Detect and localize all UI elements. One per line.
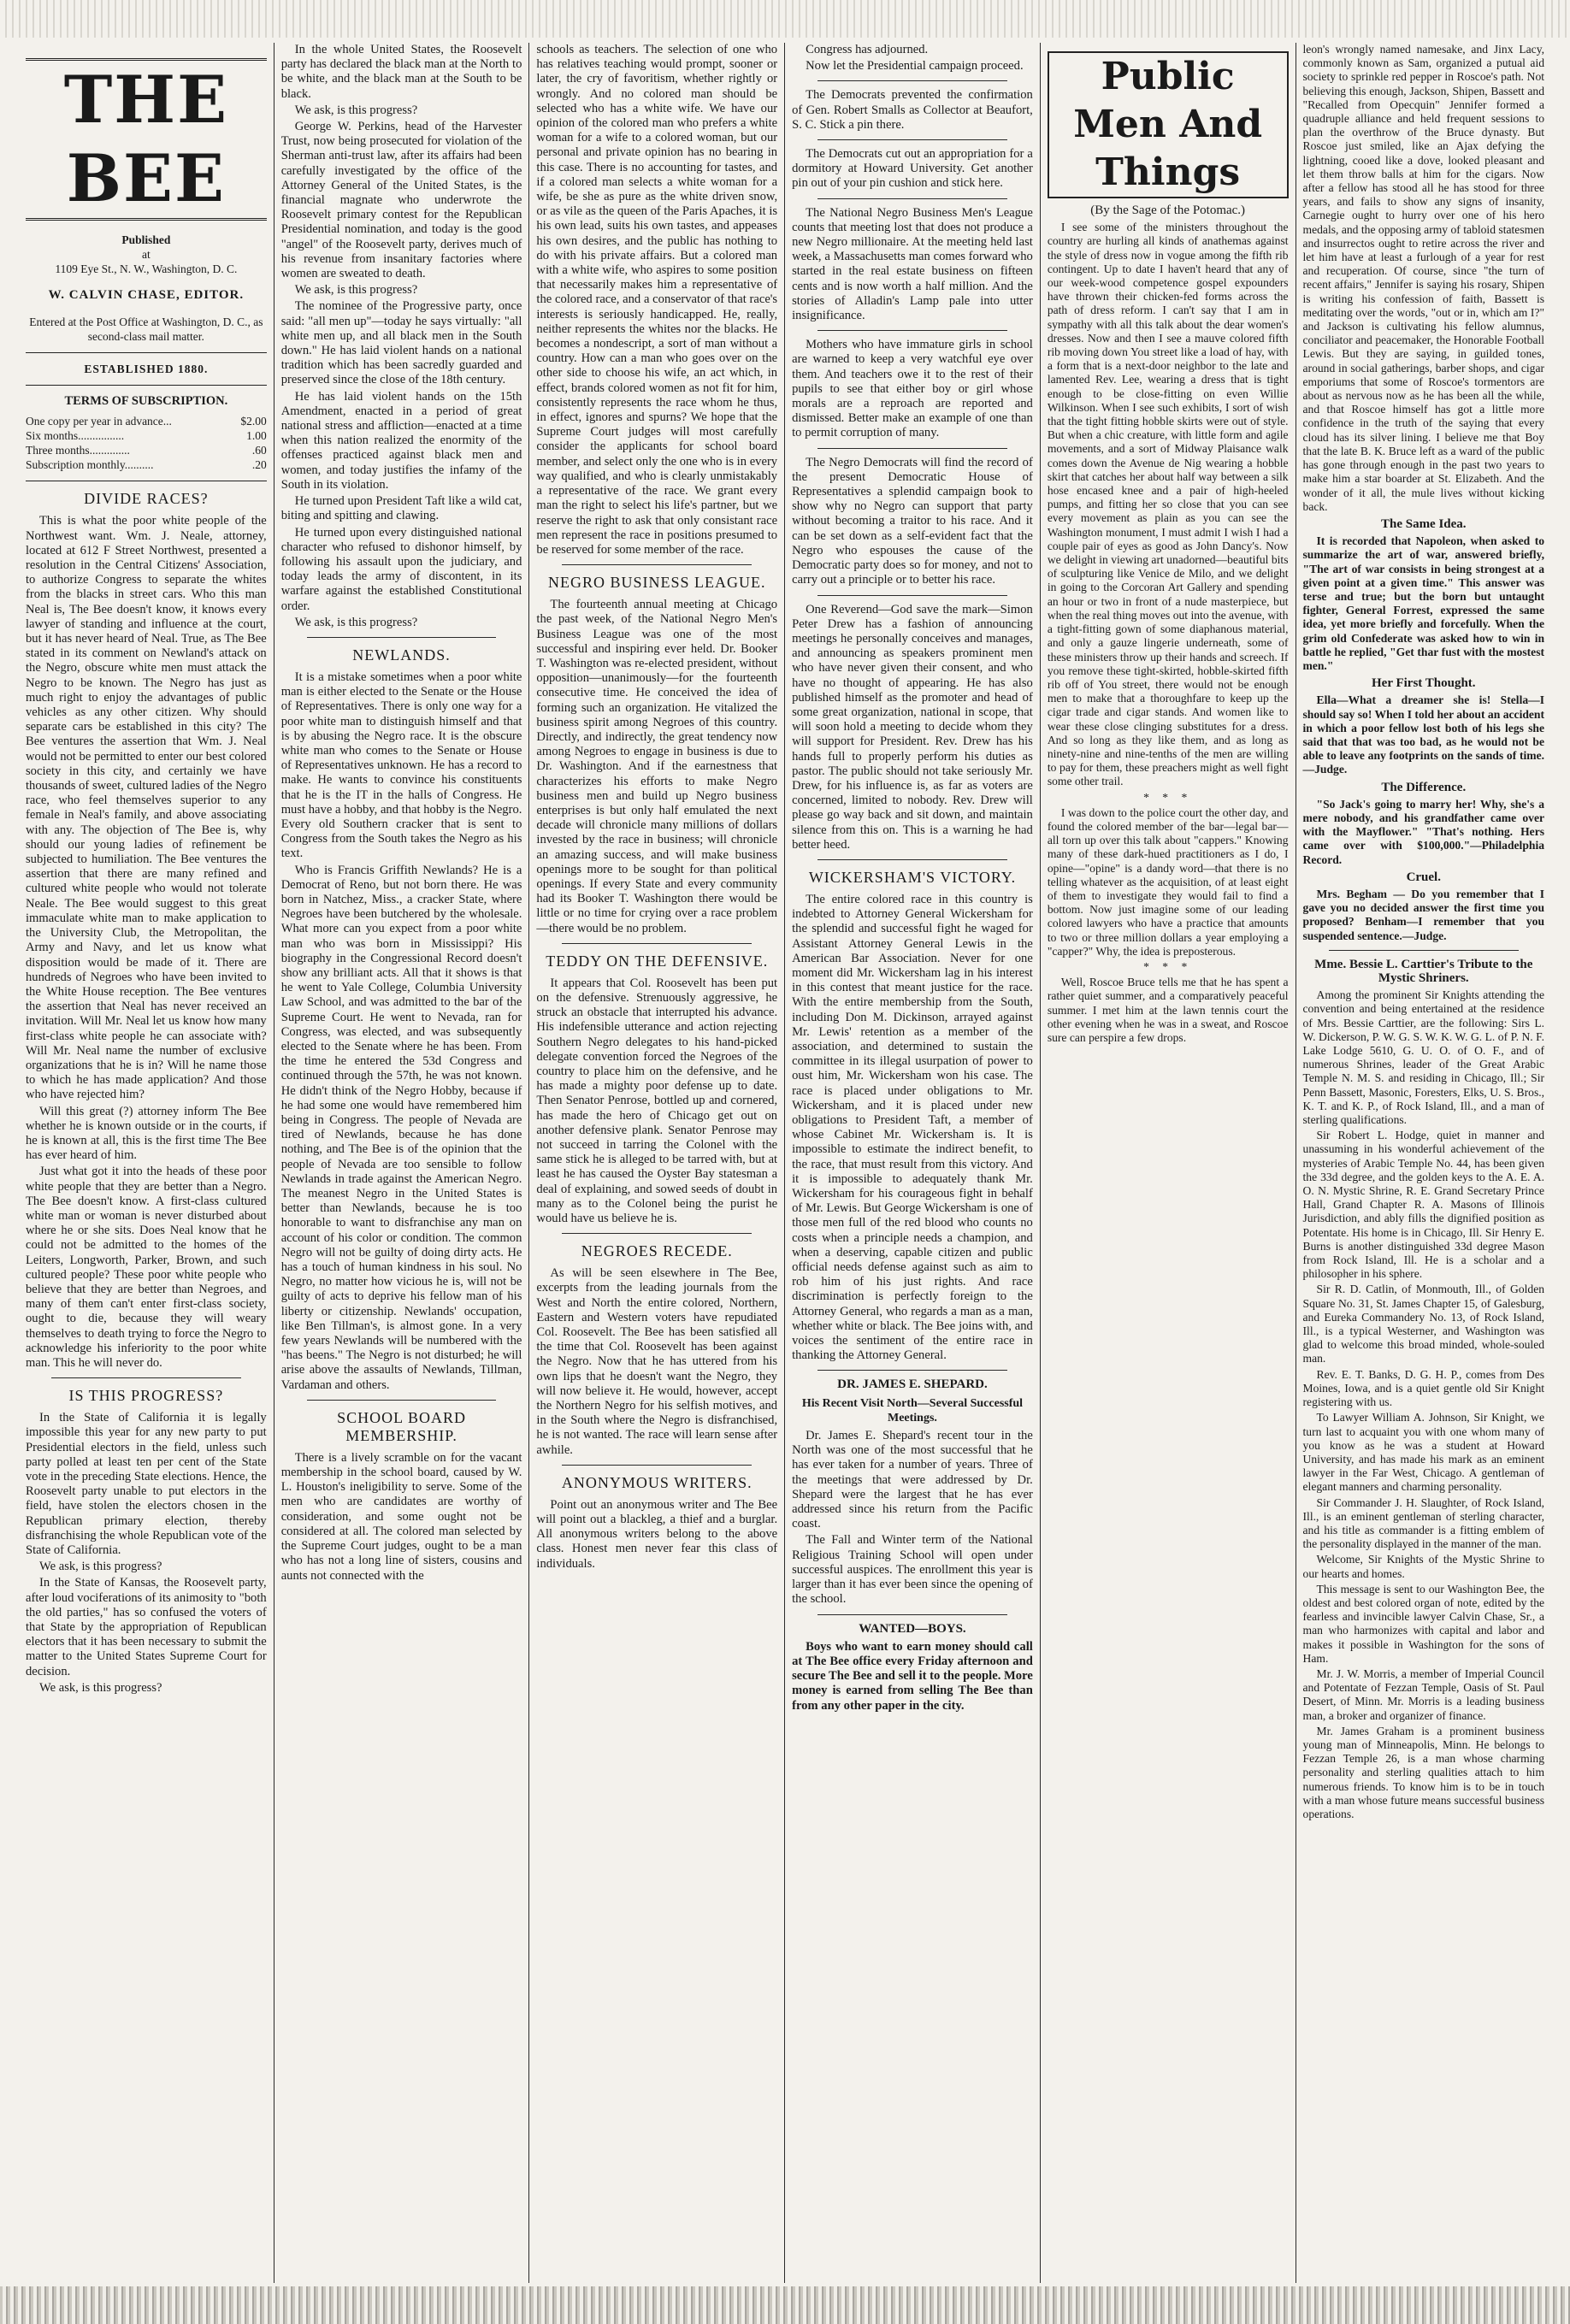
paragraph: Dr. James E. Shepard's recent tour in the North was one of the most successful that he has ever taken for a number of years. Three of the meetings that were addressed by Dr. Shepard were the largest that he has ever addressed since his return from the Pacific coast. [792,1429,1033,1531]
paragraph: It is a mistake sometimes when a poor white man is either elected to the Senate or the House of Representatives. There is only one way for a poor white man to distinguish himself and that is by abusing the Negro race. It is the obscure white man who comes to the Senate or House of Representatives unknown. He has a record to make. He wants to convince his constituents that he is the IT in the halls of Congress. He must have a hobby, and that hobby is the Negro. Every old Southern cracker that is sent to Congress from the South takes the Negro as his text. [280,669,522,861]
paragraph: Who is Francis Griffith Newlands? He is a Democrat of Reno, but not born there. He was born in Natchez, Miss., a cracker State, where Negroes have been butchered by the wholesale. What more can you expect from a poor white man who was born in Mississippi? His biography in the Congressional Record doesn't show any brilliant acts. All that it shows is that he went to Yale College, Columbia University Law School, and was admitted to the bar of the Supreme Court. He went to Nevada, ran for Congress, was elected, and was subsequently elected to the Senate where he has been. From the time he entered the 53d Congress and continued through the 57th, he was not known. He didn't think of the Negro Hobby, because if he had some one would have remembered him being in Congress. The people of Nevada are tired of Newlands, because he has done nothing, and The Bee is of the opinion that the people of Nevada are too sensible to follow Newlands in trade against the American Negro. The meanest Negro in the United States is better than Newlands, because he is too honorable to want to disfranchise any man on account of his color or condition. The common Negro will not be guilty of doing dirty acts. He has a touch of human kindness in his soul. No Negro, no matter how vicious he is, will not be guilty of acts to deprive his fellow man of his liberty or citizenship. Newlands' occupation, like Ben Tillman's, is almost gone. In a very few years Newlands will be numbered with the "has beens." The Negro is not disturbed; he will arise above the assaults of Newlands, Tillman, Vardaman and others. [280,863,522,1392]
terms-label: Subscription monthly.......... [26,458,154,472]
divider [817,330,1007,331]
divider [817,1614,1007,1615]
divider [817,595,1007,596]
column-3 [529,43,785,2283]
paragraph: We ask, is this progress? [39,1560,162,1574]
subheadline-shepard: His Recent Visit North—Several Successful Meetings. [801,1396,1024,1424]
divider [817,448,1007,449]
headline-school-board: SCHOOL BOARD MEMBERSHIP. [337,1408,466,1444]
paragraph: Point out an anonymous writer and The Bee will point out a blackleg, a thief and a burglar. All anonymous writers belong to the above class. Honest men never fear this class of individuals. [536,1497,778,1571]
paragraph: We ask, is this progress? [294,615,418,629]
divider [307,637,497,638]
headline-wickersham: WICKERSHAM'S VICTORY. [808,868,1017,886]
paragraph: leon's wrongly named namesake, and Jinx Lacy, commonly known as Sam, organized a putual aid society to sprinkle red pepper in Roscoe's path. Not believing this enough, Jackson, Shipen, Bassett and "Recalled from Opecquin" Jennifer formed a quadruple alliance and held frequent sessions to plan the overthrow of the Bruce dynasty. But Roscoe just smiled, like an Ajax defying the lightning, cooed like a dove, looked pleasant and let them throw balls at him for the cigars. Now after a fellow has stood all he has stood for three years, and fails to show any signs of insanity, Carnegie ought to hurry over one of his hero medals, and the opposing army of tabloid statesmen and insurrectos ought to retire across the river and let him have at least a furlough of a year for rest and recuperation. Of course, since "the turn of recent affairs," Jennifer is saying his rosary, Shipen is writing his confession of faith, Bassett is meditating over the words, "out or in, which am I?" and Jackson is cultivating his fellow alumnus, conciliator and peacemaker, the Honorable Football Lewis. But they are saying, in guilded tones, around in social gatherings, barber shops, and cigar emporiums that some of Roscoe's tormentors are about as nervous now as he has been all the while, and that Roscoe himself has got a little more confidence in the truth of the saying that every cloud has its silver lining. I believe me that Boy that the late B. K. Bruce left as a ward of the public has gone through enough in the past two years to make him a star boarder at St. Elizabeth. And the wonder of it all, the mule lives without kicking back. [1302,43,1545,513]
newspaper-page [19,43,1551,2283]
section-stars: * * * [1143,790,1193,804]
divider [307,1400,497,1401]
divider [562,564,752,565]
paragraph: In the State of California it is legally impossible this year for any new party to put Presidential electors in the field, unless such party polled at least ten per cent of the State vote in the preceding State elections. Hence, the Roosevelt party unable to put electors in the field, have stolen the electors chosen in the Republican primary election, thereby disfranchising the whole Republican vote of the State of California. [26,1411,267,1558]
divider [817,198,1007,199]
headline-is-this-progress: IS THIS PROGRESS? [68,1387,224,1405]
terms-row [26,414,267,428]
divider [51,1377,241,1378]
paragraph: Congress has adjourned. [806,43,929,56]
paragraph: In the whole United States, the Roosevelt party has declared the black man at the North to be white, and the black man at the South to be black. [280,43,522,101]
paragraph: This is what the poor white people of the Northwest want. Wm. J. Neale, attorney, located at 612 F Street Northwest, presented a resolution in the Central Citizens' Association, to authorize Congress to separate the whites from the blacks in street cars. Who this man Neal is, The Bee doesn't know, it knows every lawyer of standing and influence at the court, but it has never heard of Neal. True, as The Bee stated in its comment on Newland's attack on the Negro, obscure white men must attack the Negro to be known. The Negro has just as much right to enjoy the advantages of public vehicles as any other citizen. Why should separate cars be established in this city? The Bee ventures the assertion that Wm. J. Neal would not be permitted to enter our best colored society in this city, and certainly we have thousands of sweet, cultured ladies of the Negro race, who feel themselves superior to any female in Neal's family, and above associating with any. The objection of The Bee is, why should our young ladies of refinement be subjected to humiliation. The Bee ventures the assertion that there are many refined and cultured white people who would not tolerate Neale. The Bee would suggest to this great immaculate white man to make application to the University Club, the Metropolitan, the Army and Navy, and let us know what disposition would be made of it. There are hundreds of Negroes who have been invited to the White House reception. The Bee ventures the assertion that Neal has never received an invitation. Will Mr. Neal let us know how many first-class white people he can associate with? Will Mr. Neal name the number of exclusive organizations that he is in? Will he name those to which he has made application? And those who have rejected him? [26,514,267,1102]
paragraph: The Democrats cut out an appropriation for a dormitory at Howard University. Get another pin out of your pin cushion and stick here. [792,147,1033,191]
paragraph: Mr. J. W. Morris, a member of Imperial Council and Potentate of Fezzan Temple, Oasis of St. Paul Desert, of Minn. Mr. Morris is a leading business man, a broker and organizer of finance. [1302,1666,1545,1722]
paragraph: The National Negro Business Men's League counts that meeting lost that does not produce a new Negro millionaire. At the meeting held last week, a Massachusetts man comes forward who started in the real estate business on fifteen cents and is now worth a half million. And the stories of Alladin's Lamp pale into utter insignificance. [792,205,1033,323]
paragraph: The Negro Democrats will find the record of the present Democratic House of Representatives a splendid campaign book to show why no Negro can support that party without becoming a traitor to his race. And it can be set down as a self-evident fact that the Negro who espouses the cause of the Democratic party does so for money, and not to carry out a principle or to better his race. [792,455,1033,587]
paragraph: He turned upon President Taft like a wild cat, biting and spitting and clawing. [280,494,522,523]
paragraph: One Reverend—God save the mark—Simon Peter Drew has a fashion of announcing meetings he personally conceives and manages, and announcing as speakers prominent men who have never given their consent, and who have no thought of appearing. He has also published himself as the promoter and head of some great organization, national in scope, that will soon hold a meeting to decide whom they will support for President. Rev. Drew has his hands full to properly perform his duties as pastor. The public should not take seriously Mr. Drew, for his influence is, as far as voters are concerned, limited to nobody. Rev. Drew will please go way back and sit down, and maintain silence from this on. This is a warning he had better heed. [792,602,1033,852]
column-1 [19,43,274,2283]
divider [1329,950,1520,951]
paragraph: Among the prominent Sir Knights attending the convention and being entertained at the residence of Mrs. Bessie Carttier, are the following: Sirs L. W. Dickerson, P. W. G. S. W. K. W. G. L. of P. N. F. Lake Lodge 5610, G. U. O. of O. F., and of numerous Shrines, leader of the Great Arabic Temple N. M. S. and residing in Chicago, Ill.; Sir Penn Bassett, Masonic, Foresters, Elks, U. S. Bros., K. T. and K. P., of Rock Island, Ill., and a man of sterling qualifications. [1302,988,1545,1127]
paragraph: It is recorded that Napoleon, when asked to summarize the art of war, answered briefly, "The art of war consists in being strongest at a given point at a given time." This answer was terse and true; but the born but untaught fighter, General Forrest, expressed the same idea, yet more briefly and forcefully. When the grim old Confederate was asked how to win in battle he replied, "Get thar fust with the mostest men." [1302,534,1545,672]
divider [817,139,1007,140]
divider [817,80,1007,81]
divider [26,385,267,386]
paragraph: Sir Robert L. Hodge, quiet in manner and unassuming in his wonderful achievement of the mysteries of Arabic Temple No. 44, has been given the 33d degree, and the golden keys to the A. E. A. O. N. Mystic Shrine, R. E. Grand Secretary Prince Hall, Grand Chapter R. A. Masons of Illinois Jurisdiction, and ably fills the dignified position as Potentate. His home is in Chicago, Ill. Sir Henry E. Burns is another distinguished 33d degree Mason from Rock Island, Ill. He is a scholar and a philosopher in his sphere. [1302,1129,1545,1281]
headline-difference: The Difference. [1381,780,1467,794]
column-2 [274,43,530,2283]
paragraph: Mrs. Begham — Do you remember that I gave you no decided answer the first time you proposed? Benham—I remember that you suspended sentence.—Judge. [1302,887,1545,942]
paragraph: As will be seen elsewhere in The Bee, excerpts from the leading journals from the West and North the entire colored, Northern, Eastern and Western voters have repudiated Col. Roosevelt. The Bee has been satisfied all the time that Col. Roosevelt has been against the Negro. Now that he has uttered from his own lips that he doesn't want the Negro, they will now believe it. He would, however, accept the Northern Negro for his selfish motives, and in the South where the Negro is disfranchised, he is not wanted. The race will learn sense after awhile. [536,1266,778,1457]
masthead-established: ESTABLISHED 1880. [84,363,209,376]
paragraph: Boys who want to earn money should call at The Bee office every Friday afternoon and secure The Bee and sell it to the people. More money is earned from selling The Bee than from any other paper in the city. [792,1639,1033,1713]
headline-same-idea: The Same Idea. [1380,516,1467,531]
column-6 [1296,43,1552,2283]
divider [562,1233,752,1234]
paragraph: He turned upon every distinguished national character who refused to dishonor himself, by following his assault upon the judiciary, and today leads the army of discontent, in its warfare against the established Constitutional order. [280,525,522,613]
page-top-edge [0,0,1570,38]
paragraph: The Democrats prevented the confirmation of Gen. Robert Smalls as Collector at Beaufort, S. C. Stick a pin there. [792,88,1033,132]
terms-price: .60 [251,444,267,457]
paragraph: In the State of Kansas, the Roosevelt party, after loud vociferations of its animosity to "both the old parties," has so confused the voters of that State by the appropriation of Republican electors that it has been necessary to submit the matter to the United States Supreme Court for decision. [26,1576,267,1678]
masthead-editor: W. CALVIN CHASE, EDITOR. [48,288,245,302]
paragraph: There is a lively scramble on for the vacant membership in the school board, caused by W. L. Houston's ineligibility to serve. Some of the men who are candidates are worthy of consideration, and some ought not be considered at all. The colored man selected by the Supreme Court judges, ought to be a man who has not a long line of sisters, cousins and aunts not connected with the [280,1450,522,1583]
paragraph: George W. Perkins, head of the Harvester Trust, now being prosecuted for violation of the Sherman anti-trust law, after its affairs had been carefully investigated by the office of the Attorney General of the United States, is the financial magnate who underwrote the Roosevelt primary contest for the Republican Presidential nomination, and today is the good "angel" of the Roosevelt party, derives much of his revenue from insanitary factories where women are sweated to death. [280,120,522,281]
terms-label: One copy per year in advance... [26,415,172,428]
terms-price: .20 [251,458,267,472]
divider [562,1465,752,1466]
terms-row [26,443,267,457]
paragraph: The fourteenth annual meeting at Chicago the past week, of the National Negro Men's Business League was one of the most successful and inspiring ever held. Dr. Booker T. Washington was re-elected president, without opposition—unanimously—for the fourteenth consecutive time. He conceived the idea of forming such an organization. He vitalized the business spirit among Negroes of this country. Directly, and indirectly, the great tendency now among Negroes to engage in business is due to Dr. Washington. And if the earnestness that characterizes his efforts to make Negro business men and build up Negro business enterprises is but only half emulated the next decade will chronicle many millions of dollars invested by the race in business; will chronicle an amazing success, and will make business openings more to be sought for than political openings. If every State and every community had its Booker T. Washington there would be little or no time for crying over a race problem—there would be no problem. [536,598,778,935]
paragraph: It appears that Col. Roosevelt has been put on the defensive. Strenuously aggressive, he struck an obstacle that interrupted his advance. His indefensible utterance and action rejecting Southern Negro delegates to his hand-picked delegate convention forced the Negroes of the country to place him on the defensive, and he has made a mighty poor defense up to date. Then Senator Penrose, bottled up and cornered, has made the hero of Chicago get out on another defensive plank. Senator Penrose may not succeed in tarring the Colonel with the same stick he is alleged to be tarred with, but at least he has caused the Oyster Bay statesman a deal of explaining, and sowed seeds of doubt in many as to the Colonel being the purist he would have us believe he is. [536,976,778,1226]
masthead-published-at: at [141,248,151,261]
paragraph: This message is sent to our Washington Bee, the oldest and best colored organ of note, edited by the fearless and invincible lawyer Calvin Chase, Sr., a man who harmonizes with capital and labor and makes it possible in Washington for the sons of Ham. [1302,1582,1545,1665]
terms-price: $2.00 [240,415,267,428]
terms-price: 1.00 [246,429,267,443]
divider [562,943,752,944]
byline: (By the Sage of the Potomac.) [1090,203,1246,217]
paragraph: Just what got it into the heads of these poor white people that they are better than a Negro. The Bee doesn't know. A first-class cultured white man or woman is never disturbed about where he or she sits. Does Neal know that he could not be admitted to the homes of the Leiters, Longworth, Parker, Brown, and such cultured people? These poor white people who believe that they are better than Negroes, and many of them can't enter first-class society, ought to die, because they will weary themselves to death trying to force the Negro to acknowledge his inferiority to the poor white man. This he will never do. [26,1165,267,1370]
section-stars: * * * [1143,959,1193,973]
paragraph: Now let the Presidential campaign proceed. [806,59,1024,74]
headline-newlands: NEWLANDS. [352,646,451,664]
headline-negroes-recede: NEGROES RECEDE. [581,1242,733,1260]
paragraph: Mr. James Graham is a prominent business young man of Minneapolis, Minn. He belongs to Fezzan Temple 26, is a man whose charming personality and sterling qualities attach to him numerous friends. To know him is to be in touch with a man whose future means successful business operations. [1302,1724,1545,1820]
public-men-title: Public Men And Things [1048,51,1289,198]
headline-teddy-defensive: TEDDY ON THE DEFENSIVE. [546,952,769,970]
headline-shepard: DR. JAMES E. SHEPARD. [837,1377,988,1392]
paragraph: To Lawyer William A. Johnson, Sir Knight, we turn last to acquaint you with one whom many of you know as he was a student at Howard University, and has made his mark as an eminent lawyer in the Far West, Chicago. A gentleman of elegant manners and charming personality. [1302,1411,1545,1494]
terms-label: Six months................ [26,429,125,443]
paragraph: We ask, is this progress? [294,283,418,298]
paragraph: "So Jack's going to marry her! Why, she's a mere nobody, and his grandfather came over with the Mayflower." "That's nothing. Hers came over with $100,000."—Philadelphia Record. [1302,797,1545,866]
terms-row [26,457,267,472]
paragraph: Rev. E. T. Banks, D. G. H. P., comes from Des Moines, Iowa, and is a quiet gentle old Sir Knight registering with us. [1302,1367,1545,1409]
page-bottom-edge [0,2286,1570,2324]
column-5 [1041,43,1296,2283]
paragraph: I was down to the police court the other day, and found the colored member of the bar—legal bar—all torn up over this talk about "cappers." Knowing many of these dark-hued practitioners as I do, I opine—"opine" is a dandy word—that there is no telling whatever as the acquisition, of at least eight of them to investigate they would fail to find a bottom. Now just imagine some of our leading colored lawyers who have a practice that amounts to two or three million dollars a year employing a "capper?" Why, the idea is preposterous. [1047,805,1289,958]
paragraph: schools as teachers. The selection of one who has relatives teaching would prompt, sooner or later, the cry of favoritism, whether rightly or wrongly. And no colored man should be selected who has a white wife. We have our opinion of the colored man who prefers a white woman for a wife to a colored woman, but our personal and private opinion has no bearing in this case. There is no accounting for tastes, and if a colored man selects a white woman for a wife, be she as pure as the white driven snow, or as vile as the queen of the Paris Apaches, it is his own lead, suits his own tastes, and appeases his own desires, and the public has nothing to do with his private affairs. But a colored man with a white wife, who aspires to some position that necessarily makes him a representative of the colored race, and a conservator of that race's interests is seriously handicapped. He, really, neither represents the whites nor the blacks. He becomes a nondescript, a sort of man without a country. How can a man who goes over on the other side to choose his wife, an act which, in effect, brands colored women as not fit for him, consistently represents the race whom he thus, in effect, ignores and spurns? We hope that the Supreme Court judges will most carefully consider the applicants for school board member, and select only the one who is in every way qualified, and who is clearly unmistakably a representative of the race. We grant every man the right to select his life's partner, but we reserve the right to ask that only consistant race men represent the race in positions presumed to be reserved for some member of the race. [536,43,778,557]
paragraph: The entire colored race in this country is indebted to Attorney General Wickersham for the splendid and successful fight he waged for Assistant Attorney General Lewis in the American Bar Association. Never for one moment did Mr. Wickersham lag in his interest in this contest that meant justice for the race. With the entire membership from the South, including Don M. Dickinson, arrayed against Mr. Lewis' retention as a member of the association, and determined to sustain the committee in its illegal usurpation of power to oust him, Mr. Wickersham won his case. The race is placed under obligations to Mr. Wickersham, and it is placed under new obligations to President Taft, a member of whose Cabinet Mr. Wickersham is. It is impossible to estimate the indirect benefit, to the race, that must result from this victory. And it is impossible to adequately thank Mr. Wickersham for his courageous fight in behalf of Mr. Lewis. But George Wickersham is one of those men full of the red blood who counts no costs when a principle needs a champion, and when a deserving, capable citizen and public official needs defense against such as aim to rob him of his just rights. And race discrimination is perfectly foreign to the Attorney General, who regards a man as a man, whether white or black. The Bee joins with, and voices the sentiment of the entire race in thanking the Attorney General. [792,892,1033,1363]
headline-divide-races: DIVIDE RACES? [84,490,209,508]
masthead-entered: Entered at the Post Office at Washington, D. C., as second-class mail matter. [29,316,263,344]
terms-row [26,428,267,443]
paragraph: I see some of the ministers throughout the country are hurling all kinds of anathemas against the style of dress now in vogue among the fifth rib contingent. Up to date I haven't heard that any of our week-wood competence gospel expounders have thrown their chicken-fed forms across the path of dress reform. I can't say that I am in sympathy with all this talk about the dear women's dresses. Now and then I see a mauve colored fifth rib moving down You street like a load of hay, with a form that is a next-door neighbor to the late and lamented Rev. Lee, wearing a dress that is tight enough to be close-fitting on even Willie Wilkinson. When I see such exhibits, I sort of wish that the tight fitting hobble skirts were out of style. But when a chic creature, with little form and agile movements, and a sort of Midway Plaisance walk comes down the Avenue de Nig wearing a hobble skirt that catches her about half way between a silk hose encased knee and a pair of high-heeled pumps, and fitting her so close that you can see every movement as plain as you can see the Washington monument, I must admit I wish I had a couple pair of eyes as good as John Dancy's. Now we delight in viewing art unadorned—beautiful bits of sculpturing like Venice de Milo, and we delight in going to the Corcoran Art Gallery and spending an hour or two in front of a nude masterpiece, but when the real thing moves out into the avenue, with a tight-fitting gown of some diaphanous material, and only a gauze lingerie underneath, some of these ministers throw up their hands and screech. If you remove these tight-skirted, hobble-skirted fifth rib off of You street, there would not be enough men to make that a thoroughfare to keep up the cigar trade and cigar stands. And women like to wear these close clinging substitutes for a dress. And so long as they like them, and as long as ninety-nine and nine-tenths of the men are willing to pay for them, these preachers might as well fight some other trail. [1047,221,1289,788]
paragraph: Mothers who have immature girls in school are warned to keep a very watchful eye over them. And teachers owe it to the rest of their pupils to see that either boy or girl whose morals are a reproach are reported and dismissed. Better make an example of one than to permit corruption of many. [792,338,1033,440]
divider [26,352,267,353]
headline-anonymous-writers: ANONYMOUS WRITERS. [561,1473,753,1491]
paragraph: Will this great (?) attorney inform The Bee whether he is known outside or in the courts, if he is known at all, this is the first time The Bee has ever heard of him. [26,1104,267,1163]
paragraph: Sir Commander J. H. Slaughter, of Rock Island, Ill., is an eminent gentleman of sterling character, and his title as commander is a fitting emblem of the personality displayed in the manner of the man. [1302,1495,1545,1551]
column-4 [785,43,1041,2283]
paragraph: We ask, is this progress? [39,1680,162,1695]
paragraph: The nominee of the Progressive party, once said: "all men up"—today he says virtually: "all white men up, and all black men in the South down." He has laid violent hands on a national tradition which has been sacredly guarded and preserved since the close of the 18th century. [280,299,522,387]
masthead-address: 1109 Eye St., N. W., Washington, D. C. [55,262,238,275]
headline-wanted-boys: WANTED—BOYS. [859,1621,966,1636]
headline-business-league: NEGRO BUSINESS LEAGUE. [548,574,766,592]
paragraph: We ask, is this progress? [294,103,418,117]
paragraph: Sir R. D. Catlin, of Monmouth, Ill., of Golden Square No. 31, St. James Chapter 15, of Galesburg, and Eureka Commandery No. 13, of Rock Island, Ill., is a typical Westerner, and Washington was glad to welcome this broad minded, whole-souled man. [1302,1283,1545,1365]
terms-label: Three months.............. [26,444,130,457]
paragraph: Welcome, Sir Knights of the Mystic Shrine to our hearts and homes. [1302,1553,1545,1580]
masthead-published: Published [121,233,171,246]
headline-cruel: Cruel. [1406,870,1441,884]
headline-carttier-tribute: Mme. Bessie L. Carttier's Tribute to the Mystic Shriners. [1314,957,1533,985]
headline-first-thought: Her First Thought. [1372,676,1476,691]
paragraph: Well, Roscoe Bruce tells me that he has spent a rather quiet summer, and a comparatively peaceful summer. I met him at the lawn tennis court the other evening when he was in a sweat, and Roscoe sure can perspire a few drops. [1047,976,1289,1044]
paragraph: The Fall and Winter term of the National Religious Training School will open under successful auspices. The enrollment this year is larger than it has ever been since the opening of the school. [792,1533,1033,1607]
divider [817,859,1007,860]
paragraph: He has laid violent hands on the 15th Amendment, enacted in a period of great national stress and affliction—enacted at a time when this nation realized the enormity of the offenses practiced against black men and women, and today justifies the infamy of the South in its violation. [280,389,522,492]
terms-title: TERMS OF SUBSCRIPTION. [64,394,228,409]
divider [817,1370,1007,1371]
paragraph: Ella—What a dreamer she is! Stella—I should say so! When I told her about an accident in which a poor fellow lost both of his legs she said that that was too bad, as he would not be able to leave any footprints on the sands of time.—Judge. [1302,693,1545,776]
masthead-title: THE BEE [26,58,267,221]
